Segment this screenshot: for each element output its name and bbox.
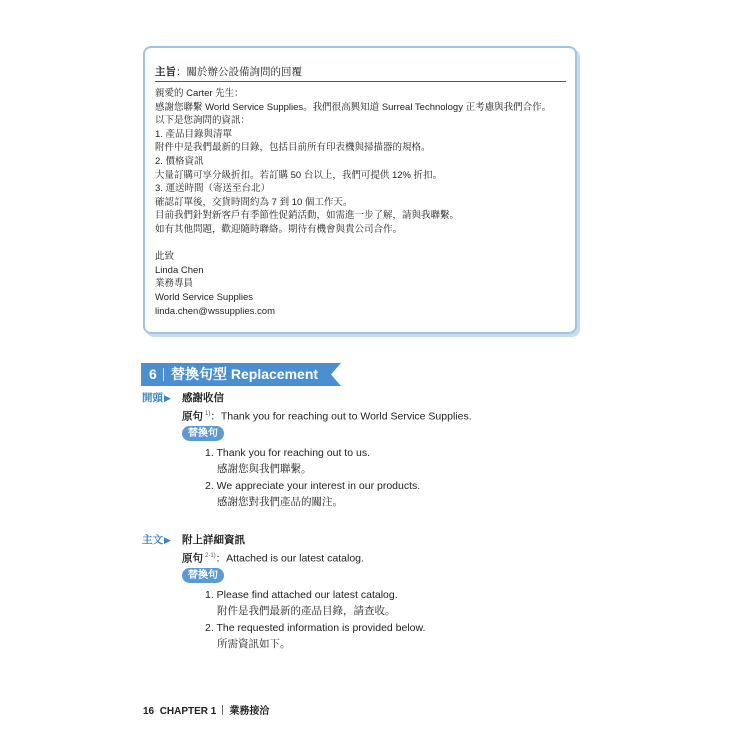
replacement-item (205, 479, 420, 509)
replacement-item (205, 446, 370, 476)
group-label-text: 主文 (142, 534, 163, 546)
email-line: linda.chen@wssupplies.com (155, 305, 276, 317)
replacement-en: 1. Please find attached our latest catalog. (205, 589, 398, 601)
email-line: 確認訂單後，交貨時間約為 7 到 10 個工作天。 (155, 196, 353, 208)
subject-text: ：關於辦公設備詢問的回覆 (176, 66, 302, 78)
page-footer (143, 705, 269, 719)
play-arrow-icon: ▶ (164, 393, 171, 403)
email-line: 1. 產品目錄與清單 (155, 128, 233, 140)
original-ref: 2-1) (205, 553, 216, 559)
email-line: 感謝您聯繫 World Service Supplies。我們很高興知道 Surreal Technology 正考慮與我們合作。 (155, 101, 552, 113)
email-line: World Service Supplies (155, 291, 254, 303)
original-sentence (182, 407, 472, 424)
replacement-en: 2. We appreciate your interest in our products. (205, 480, 421, 492)
group-title: 附上詳細資訊 (182, 534, 245, 546)
email-subject (155, 65, 565, 79)
email-line: 附件中是我們最新的目錄，包括目前所有印表機與掃描器的規格。 (155, 142, 431, 154)
original-text: ：Thank you for reaching out to World Service Supplies. (210, 410, 472, 423)
original-sentence (182, 549, 364, 566)
email-line: 3. 運送時間（寄送至台北） (155, 183, 271, 195)
group-title: 感謝收信 (182, 392, 224, 404)
email-line: 以下是您詢問的資訊： (155, 115, 251, 127)
replacement-en: 1. Thank you for reaching out to us. (205, 447, 370, 459)
replacement-zh: 感謝您對我們產品的關注。 (217, 496, 343, 508)
section-banner (141, 363, 341, 386)
email-line: 大量訂購可享分級折扣。若訂購 50 台以上，我們可提供 12% 折扣。 (155, 169, 443, 181)
email-line (155, 237, 567, 251)
email-card (143, 46, 577, 334)
replacement-en: 2. The requested information is provided below. (205, 622, 426, 634)
original-text: ：Attached is our latest catalog. (215, 552, 364, 565)
original-label: 原句 (182, 410, 203, 423)
section-number: 6 (149, 366, 157, 382)
replacement-zh: 所需資訊如下。 (217, 638, 291, 650)
chapter-label: CHAPTER 1 (159, 706, 217, 717)
replacement-item (205, 621, 425, 651)
footer-divider (222, 705, 223, 715)
group-label-opening (142, 391, 171, 405)
banner-divider (163, 368, 164, 381)
email-line: 目前我們針對新客戶有季節性促銷活動，如需進一步了解，請與我聯繫。 (155, 210, 460, 222)
replacement-item (205, 588, 398, 618)
email-line: 2. 價格資訊 (155, 155, 204, 167)
original-label: 原句 (182, 552, 203, 565)
email-line: 親愛的 Carter 先生： (155, 88, 244, 99)
group-label-body (142, 533, 171, 547)
email-line: 此致 (155, 251, 175, 263)
subject-label: 主旨 (155, 66, 176, 78)
replacement-pill: 替換句 (182, 568, 224, 583)
subject-divider (155, 81, 566, 82)
replacement-pill: 替換句 (182, 426, 224, 441)
email-line: 業務專員 (155, 278, 194, 290)
group-label-text: 開頭 (142, 392, 163, 404)
page-number: 16 (143, 706, 155, 717)
replacement-zh: 感謝您與我們聯繫。 (217, 463, 312, 475)
original-ref: 1) (205, 411, 211, 417)
email-body (155, 87, 567, 318)
email-line: 如有其他問題，歡迎隨時聯絡。期待有機會與貴公司合作。 (155, 223, 403, 235)
replacement-zh: 附件是我們最新的產品目錄，請查收。 (217, 605, 396, 617)
play-arrow-icon: ▶ (164, 535, 171, 545)
chapter-title: 業務接洽 (229, 706, 270, 717)
email-line: Linda Chen (155, 264, 204, 276)
section-title: 替換句型 Replacement (171, 366, 319, 382)
